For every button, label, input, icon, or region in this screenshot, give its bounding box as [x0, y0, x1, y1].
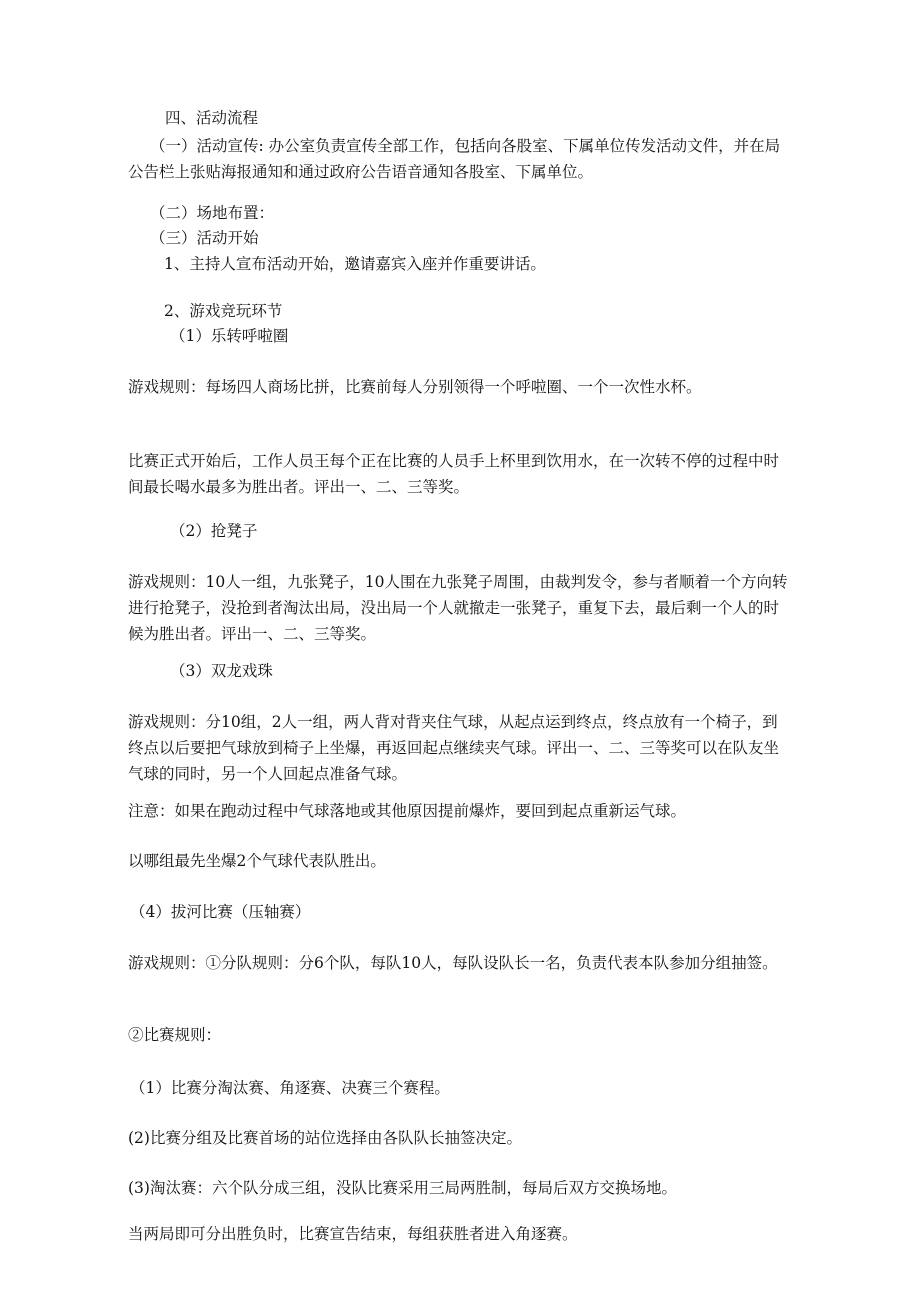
game-win-balloon: 以哪组最先坐爆2个气球代表队胜出。 [128, 852, 386, 870]
game-rule-tug: 游戏规则：①分队规则：分6个队，每队10人，每队设队长一名，负责代表本队参加分组抽签。 [128, 954, 778, 972]
paragraph-games: 2、游戏竞玩环节 [164, 302, 283, 320]
tug-rule-3: (3)淘汰赛：六个队分成三组，没队比赛采用三局两胜制，每局后双方交换场地。 [128, 1179, 677, 1197]
game-note-balloon: 注意：如果在跑动过程中气球落地或其他原因提前爆炸，要回到起点重新运气球。 [128, 802, 687, 820]
paragraph-publicity: （一）活动宣传: 办公室负责宣传全部工作，包括向各股室、下属单位传发活动文件，并在局公告栏上张贴海报通知和通过政府公告语音通知各股室、下属单位。 [128, 137, 781, 181]
tug-rule-2: (2)比赛分组及比赛首场的站位选择由各队队长抽签决定。 [128, 1129, 522, 1147]
section-heading: 四、活动流程 [165, 109, 259, 127]
tug-rule-3-cont: 当两局即可分出胜负时，比赛宣告结束，每组获胜者进入角逐赛。 [128, 1225, 578, 1243]
game-title-chairs: （2）抢凳子 [170, 522, 258, 540]
game-title-hoop: （1）乐转呼啦圈 [170, 327, 289, 345]
game-title-balloon: （3）双龙戏珠 [170, 662, 273, 680]
game-rule-chairs: 游戏规则：10人一组，九张凳子，10人围在九张凳子周围，由裁判发令，参与者顺着一个方向转进行抢凳子，没抢到者淘汰出局，没出局一个人就撤走一张凳子，重复下去，最后剩一个人的时候为胜出者。评出一、二、三等奖。 [128, 573, 788, 643]
paragraph-host: 1、主持人宣布活动开始，邀请嘉宾入座并作重要讲话。 [164, 255, 546, 273]
paragraph-start: （三）活动开始 [150, 229, 259, 247]
game-rule-balloon: 游戏规则：分10组，2人一组，两人背对背夹住气球，从起点运到终点，终点放有一个椅子，到终点以后要把气球放到椅子上坐爆，再返回起点继续夹气球。评出一、二、三等奖可以在队友坐气球的同时，另一个人回起点准备气球。 [128, 713, 780, 783]
tug-rules-heading: ②比赛规则： [128, 1026, 222, 1044]
game-title-tug: （4）拔河比赛（压轴赛） [130, 903, 311, 921]
tug-rule-1: （1）比赛分淘汰赛、角逐赛、决赛三个赛程。 [130, 1079, 450, 1097]
paragraph-venue: （二）场地布置： [150, 204, 275, 222]
game-detail-hoop: 比赛正式开始后，工作人员王每个正在比赛的人员手上杯里到饮用水，在一次转不停的过程中时间最长喝水最多为胜出者。评出一、二、三等奖。 [128, 452, 780, 496]
game-rule-hoop: 游戏规则：每场四人商场比拼，比赛前每人分别领得一个呼啦圈、一个一次性水杯。 [128, 378, 702, 396]
